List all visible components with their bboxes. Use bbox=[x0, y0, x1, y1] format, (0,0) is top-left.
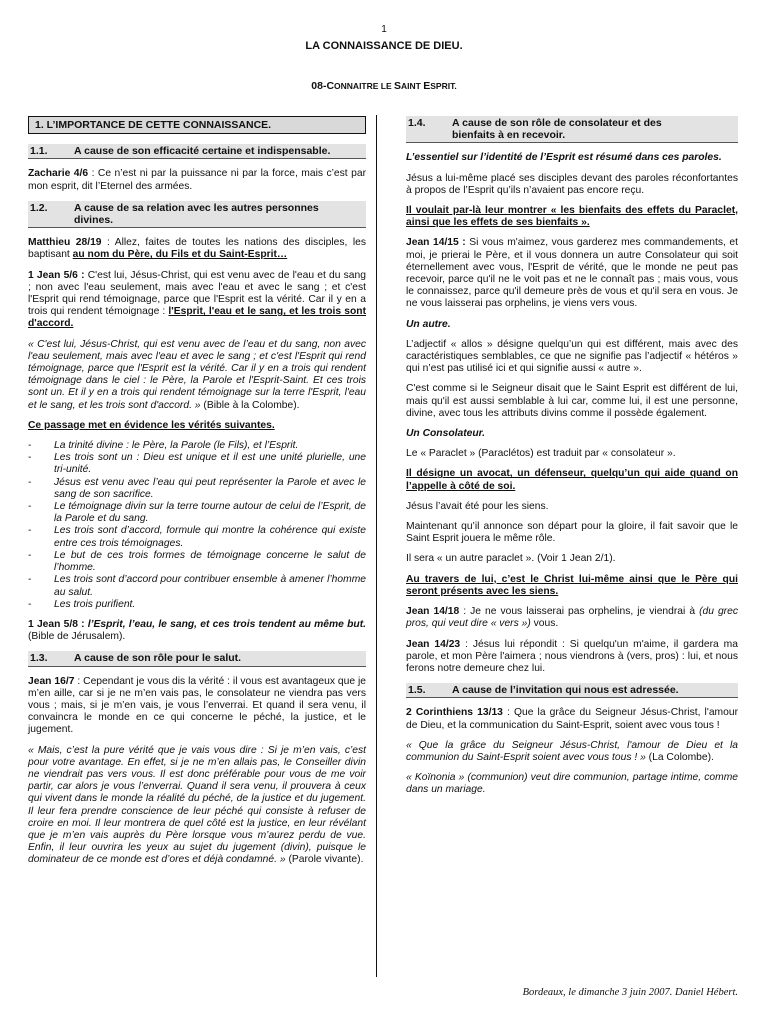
paragraph: Il voulait par-là leur montrer « les bienfaits des effets du Paraclet, ainsi que les effets de ses bienfaits ». bbox=[406, 205, 738, 229]
quote-paragraph: « C'est lui, Jésus-Christ, qui est venu avec de l’eau et du sang, non avec l'eau seulement, mais avec l'eau et avec le sang ; et c'est l'Esprit qui rend témoignage, parce que l'Esprit est la vérité. Car il y en a trois qui rendent témoignage dans le ciel : le Père, la Parole et l'Esprit-Saint. Et ces trois sont un. Et il y en a trois qui rendent témoignage sur la terre l'Esprit, l'eau et le sang, et les trois sont d'accord. » (Bible à la Colombe). bbox=[28, 338, 366, 411]
paragraph: Un autre. bbox=[406, 318, 451, 330]
paragraph: Le « Paraclet » (Paraclétos) est traduit par « consolateur ». bbox=[406, 448, 676, 460]
paragraph: Matthieu 28/19 : Allez, faites de toutes les nations des disciples, les baptisant au nom du Père, du Fils et du Saint-Esprit… bbox=[28, 237, 366, 261]
quote-paragraph: « Mais, c’est la pure vérité que je vais vous dire : Si je m’en vais, c’est pour votre avantage. En effet, si je ne m’en allais pas, le Conseiller divin ne viendrait pas vers vous. Il est donc préférable pour vous de me voir partir, car alors je vous l’enverrai. Quand il sera venu, il prouvera à ceux qui vivent dans le monde la réalité du péché, de la justice et du jugement. Il leur fera prendre conscience de leur péché qui consiste à refuser de croire en moi. Il leur montrera de quel côté est la justice, en leur révélant que je m’en vais auprès du Père lorsque vous m’aurez perdu de vue. Enfin, il leur ouvrira les yeux au sujet du jugement (divin), puisque le dominateur de ce monde est d’ores et déjà condamné. » (Parole vivante). bbox=[28, 744, 366, 866]
paragraph: Un Consolateur. bbox=[406, 428, 485, 440]
paragraph: « Koïnonia » (communion) veut dire communion, partage intime, comme dans un mariage. bbox=[406, 772, 738, 796]
list-item: - Le témoignage divin sur la terre tourne autour de celui de l’Esprit, de la Parole et du sang. bbox=[28, 501, 366, 525]
subsection-heading-1-2: 1.2. A cause de sa relation avec les autres personnes divines. bbox=[28, 201, 366, 228]
list-item: - Les trois purifient. bbox=[28, 599, 366, 611]
document-title: LA CONNAISSANCE DE DIEU. bbox=[305, 40, 463, 52]
paragraph: Ce passage met en évidence les vérités suivantes. bbox=[28, 419, 275, 431]
paragraph: L’adjectif « allos » désigne quelqu’un qui est différent, mais avec des caractéristiques semblables, ce que ne signifie pas l’adjectif « hétéros » qui n’est pas utilisé ici et qui signifie aussi « autre ». bbox=[406, 338, 738, 375]
paragraph: Il désigne un avocat, un défenseur, quelqu’un qui aide quand on l’appelle à côté de soi. bbox=[406, 468, 738, 492]
paragraph: Maintenant qu’il annonce son départ pour la gloire, il fait savoir que le Saint Esprit jouera le même rôle. bbox=[406, 521, 738, 545]
paragraph: C'est comme si le Seigneur disait que le Saint Esprit est différent de lui, mais qu'il est aussi semblable à lui car, comme lui, il est une personne, divine, avec tous les attributs divins comme il possède également. bbox=[406, 383, 738, 419]
paragraph: Jésus a lui-même placé ses disciples devant des paroles réconfortantes à propos de l’Esprit qu’ils n’avaient pas encore reçu. bbox=[406, 172, 738, 196]
truths-list bbox=[28, 440, 366, 611]
list-item: - Les trois sont d’accord pour contribuer ensemble à amener l’homme au salut. bbox=[28, 574, 366, 598]
paragraph: Zacharie 4/6 : Ce n’est ni par la puissance ni par la force, mais c’est par mon esprit, dit l’Eternel des armées. bbox=[28, 168, 366, 192]
column-divider bbox=[376, 115, 377, 977]
paragraph: Jean 14/15 : Si vous m'aimez, vous garderez mes commandements, et moi, je prierai le Père, et il vous donnera un autre Consolateur qui soit éternellement avec vous, l'Esprit de vérité, que le monde ne peut pas recevoir, parce qu'il ne le voit pas et ne le connaît pas ; mais vous, vous le connaissez, parce qu'il demeure près de vous et qu'il sera en vous. Je ne vous laisserai pas orphelins, je viens vers vous. bbox=[406, 237, 739, 310]
subsection-heading-1-1: 1.1. A cause de son efficacité certaine et indispensable. bbox=[28, 144, 366, 159]
subsection-heading-1-4: 1.4. A cause de son rôle de consolateur et des bienfaits à en recevoir. bbox=[406, 116, 738, 143]
quote-paragraph: « Que la grâce du Seigneur Jésus-Christ, l'amour de Dieu et la communion du Saint-Esprit soient avec vous tous ! » (La Colombe). bbox=[406, 739, 738, 763]
document-subtitle: 08-CONNAITRE LE SAINT ESPRIT. bbox=[311, 80, 457, 92]
paragraph: 1 Jean 5/8 : l’Esprit, l’eau, le sang, et ces trois tendent au même but. (Bible de Jérusalem). bbox=[28, 618, 366, 643]
paragraph: 1 Jean 5/6 : C'est lui, Jésus-Christ, qui est venu avec de l'eau et du sang ; non avec l'eau seulement, mais avec l'eau et avec le sang ; et c'est l'Esprit qui rend témoignage, parce que l'Esprit est la vérité. Car il y en a trois qui rendent témoignage : l'Esprit, l'eau et le sang, et les trois sont d'accord. bbox=[28, 269, 366, 330]
subsection-heading-1-5: 1.5. A cause de l’invitation qui nous est adressée. bbox=[406, 683, 738, 698]
list-item: - Les trois sont d’accord, formule qui montre la cohérence qui existe entre ces trois témoignages. bbox=[28, 525, 366, 549]
section-heading-1: 1. L’IMPORTANCE DE CETTE CONNAISSANCE. bbox=[28, 116, 366, 134]
page-number: 1 bbox=[381, 24, 387, 35]
paragraph: Il sera « un autre paraclet ». (Voir 1 Jean 2/1). bbox=[406, 553, 616, 565]
paragraph: Jean 16/7 : Cependant je vous dis la vérité : il vous est avantageux que je m’en aille, car si je ne m’en vais pas, le consolateur ne viendra pas vers vous ; mais, si je m’en vais, je vous l’enverrai. Et quand il sera venu, il convaincra le monde en ce qui concerne le péché, la justice, et le jugement. bbox=[28, 675, 367, 736]
paragraph: Jésus l’avait été pour les siens. bbox=[406, 500, 549, 512]
paragraph: Au travers de lui, c’est le Christ lui-même ainsi que le Père qui seront présents avec les siens. bbox=[406, 573, 738, 597]
list-item: - La trinité divine : le Père, la Parole (le Fils), et l’Esprit. bbox=[28, 440, 366, 452]
right-column bbox=[406, 116, 738, 805]
list-item: - Le but de ces trois formes de témoignage concerne le salut de l’homme. bbox=[28, 550, 366, 574]
subsection-heading-1-3: 1.3. A cause de son rôle pour le salut. bbox=[28, 651, 366, 666]
list-item: - Les trois sont un : Dieu est unique et il est une unité plurielle, une tri-unité. bbox=[28, 452, 366, 476]
signature: Bordeaux, le dimanche 3 juin 2007. Daniel Hébert. bbox=[522, 987, 738, 998]
paragraph: L’essentiel sur l’identité de l’Esprit est résumé dans ces paroles. bbox=[406, 152, 722, 164]
list-item: - Jésus est venu avec l’eau qui peut représenter la Parole et avec le sang de son sacrifice. bbox=[28, 477, 366, 501]
paragraph: 2 Corinthiens 13/13 : Que la grâce du Seigneur Jésus-Christ, l'amour de Dieu, et la communication du Saint-Esprit, soient avec vous tous ! bbox=[406, 707, 739, 731]
left-column bbox=[28, 116, 366, 875]
paragraph: Jean 14/23 : Jésus lui répondit : Si quelqu'un m'aime, il gardera ma parole, et mon Père l'aimera ; nous viendrons à (vers, pros) : lui, et nous ferons notre demeure chez lui. bbox=[406, 638, 738, 674]
paragraph: Jean 14/18 : Je ne vous laisserai pas orphelins, je viendrai à (du grec pros, qui veut dire « vers ») vous. bbox=[406, 606, 738, 630]
